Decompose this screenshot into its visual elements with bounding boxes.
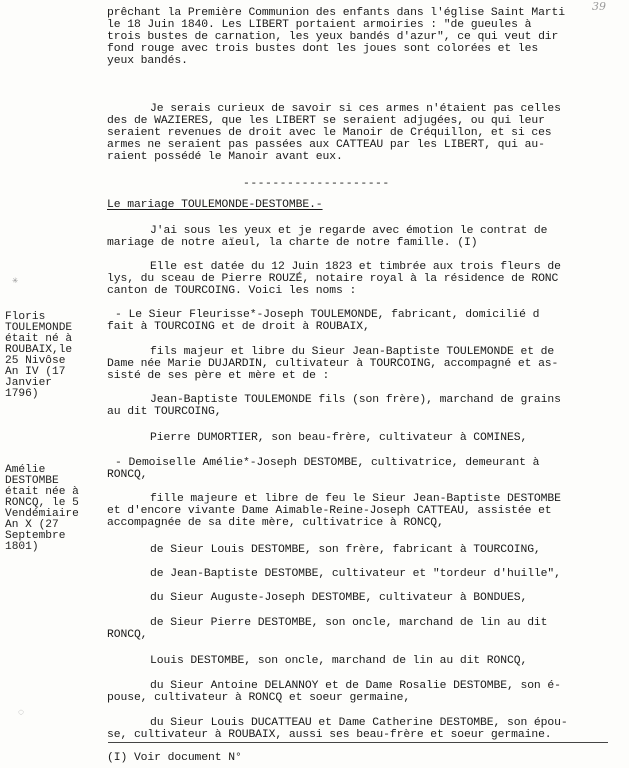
margin-line: 1801) bbox=[5, 541, 39, 553]
scan-speck: ✳ bbox=[12, 276, 19, 287]
text-line: - Demoiselle Amélie*-Joseph DESTOMBE, cultivatrice, demeurant à bbox=[115, 457, 540, 469]
text-line: des de WAZIERES, que les LIBERT se seraient adjugées, ou qui leur bbox=[107, 115, 545, 127]
text-line: fait à TOURCOING et de droit à ROUBAIX, bbox=[107, 321, 370, 333]
margin-line: TOULEMONDE bbox=[5, 322, 73, 334]
text-line: du Sieur Louis DUCATTEAU et Dame Catherine DESTOMBE, son épou- bbox=[150, 717, 568, 729]
margin-line: Floris bbox=[5, 311, 46, 323]
margin-line: était née à bbox=[5, 486, 79, 498]
margin-line: An IV (17 bbox=[5, 366, 66, 378]
margin-line: An X (27 bbox=[5, 519, 59, 531]
text-line: Pierre DUMORTIER, son beau-frère, cultivateur à COMINES, bbox=[150, 432, 528, 444]
text-line: de Sieur Pierre DESTOMBE, son oncle, marchand de lin au dit bbox=[150, 617, 548, 629]
text-line: mariage de notre aïeul, la charte de notre famille. (I) bbox=[107, 237, 478, 249]
text-line: sisté de ses père et mère et de : bbox=[107, 370, 330, 382]
scan-speck: ◌ bbox=[18, 708, 25, 719]
text-line: du Sieur Auguste-Joseph DESTOMBE, cultivateur à BONDUES, bbox=[150, 592, 528, 604]
footnote: (I) Voir document N° bbox=[107, 752, 242, 764]
margin-line: était né à bbox=[5, 333, 73, 345]
margin-line: Vendémiaire bbox=[5, 508, 79, 520]
text-line: Louis DESTOMBE, son oncle, marchand de lin au dit RONCQ, bbox=[150, 655, 528, 667]
margin-line: DESTOMBE bbox=[5, 475, 59, 487]
footnote-rule bbox=[108, 742, 608, 743]
text-line: yeux bandés. bbox=[107, 55, 188, 67]
margin-line: 25 Nivôse bbox=[5, 355, 66, 367]
text-line: Dame née Marie DUJARDIN, cultivateur à TOURCOING, accompagné et as- bbox=[107, 358, 559, 370]
section-heading: Le mariage TOULEMONDE-DESTOMBE.- bbox=[107, 199, 323, 211]
text-line: lys, du sceau de Pierre ROUZÉ, notaire royal à la résidence de RONC bbox=[107, 273, 559, 285]
margin-line: Septembre bbox=[5, 530, 66, 542]
margin-line: 1796) bbox=[5, 388, 39, 400]
text-line: de Sieur Louis DESTOMBE, son frère, fabricant à TOURCOING, bbox=[150, 544, 541, 556]
text-line: et d'encore vivante Dame Aimable-Reine-Joseph CATTEAU, assistée et bbox=[107, 505, 552, 517]
text-line: se, cultivateur à ROUBAIX, aussi ses beau-frère et soeur germaine. bbox=[107, 729, 552, 741]
text-line: pouse, cultivateur à RONCQ et soeur germaine, bbox=[107, 692, 411, 704]
margin-line: ROUBAIX,le bbox=[5, 344, 73, 356]
text-line: armes ne seraient pas passées aux CATTEAU par les LIBERT, qui au- bbox=[107, 139, 545, 151]
text-line: J'ai sous les yeux et je regarde avec émotion le contrat de bbox=[150, 225, 548, 237]
page-number: 39 bbox=[592, 0, 606, 13]
text-line: trois bustes de carnation, les yeux bandés d'azur", ce qui veut dir bbox=[107, 31, 559, 43]
text-line: RONCQ, bbox=[107, 469, 148, 481]
text-line: - Le Sieur Fleurisse*-Joseph TOULEMONDE, fabricant, domicilié d bbox=[115, 309, 540, 321]
text-line: seraient revenues de droit avec le Manoir de Créquillon, et si ces bbox=[107, 127, 552, 139]
text-line: Jean-Baptiste TOULEMONDE fils (son frère), marchand de grains bbox=[150, 394, 561, 406]
text-line: prêchant la Première Communion des enfants dans l'église Saint Marti bbox=[107, 7, 566, 19]
text-line: fils majeur et libre du Sieur Jean-Baptiste TOULEMONDE et de bbox=[150, 346, 555, 358]
text-line: de Jean-Baptiste DESTOMBE, cultivateur et "tordeur d'huille", bbox=[150, 568, 561, 580]
margin-line: Amélie bbox=[5, 464, 46, 476]
margin-line: Janvier bbox=[5, 377, 52, 389]
text-line: du Sieur Antoine DELANNOY et de Dame Rosalie DESTOMBE, son é- bbox=[150, 680, 561, 692]
text-line: Elle est datée du 12 Juin 1823 et timbrée aux trois fleurs de bbox=[150, 261, 561, 273]
text-line: fond rouge avec trois bustes dont les joues sont colorées et les bbox=[107, 43, 539, 55]
text-line: au dit TOURCOING, bbox=[107, 406, 222, 418]
text-line: canton de TOURCOING. Voici les noms : bbox=[107, 285, 357, 297]
section-separator: -------------------- bbox=[243, 178, 390, 190]
text-line: accompagnée de sa dite mère, cultivatrice à RONCQ, bbox=[107, 517, 444, 529]
text-line: le 18 Juin 1840. Les LIBERT portaient armoiries : "de gueules à bbox=[107, 19, 532, 31]
text-line: RONCQ, bbox=[107, 629, 148, 641]
text-line: fille majeure et libre de feu le Sieur Jean-Baptiste DESTOMBE bbox=[150, 493, 561, 505]
text-line: raient possédé le Manoir avant eux. bbox=[107, 151, 343, 163]
text-line: Je serais curieux de savoir si ces armes n'étaient pas celles bbox=[150, 103, 561, 115]
margin-line: RONCQ, le 5 bbox=[5, 497, 79, 509]
